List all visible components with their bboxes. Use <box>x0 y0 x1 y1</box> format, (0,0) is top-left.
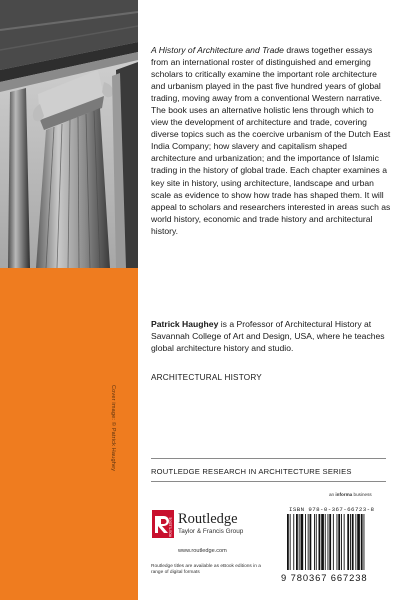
barcode-digits: 9 780367 667238 <box>281 572 368 583</box>
author-name: Patrick Haughey <box>151 319 219 329</box>
barcode-bar <box>325 514 326 570</box>
barcode-bar <box>296 514 298 570</box>
barcode-bar <box>364 514 365 570</box>
barcode-bar <box>308 514 309 570</box>
author-bio-text: is a Professor of Architectural History at Savannah College of Art and Design, USA, where he teaches global architecture history and studio. <box>151 319 385 354</box>
barcode-bar <box>299 514 300 570</box>
barcode-bar <box>357 514 360 570</box>
barcode-bar <box>319 514 321 570</box>
description-text: draws together essays from an international roster of distinguished and emerging scholars to critically examine the important role architecture and urbanism played in the past five hundred years of global trading, moving away from a conventional Western narrative. The book uses an alternative holistic lens through which to view the development of architecture and trade, covering diverse topics such as the coercive urbanism of the Dutch East India Company; how slavery and capitalism shaped architecture and urbanization; and the importance of Islamic trading in the history of global trade. Each chapter examines a key site in history, using architecture, landscape and urban scale as evidence to show how trade has shaped them. It will appeal to scholars and researchers interested in areas such as world history, economic and trade history and architectural history. <box>151 45 391 236</box>
barcode-bar <box>333 514 334 570</box>
barcode-bar <box>338 514 340 570</box>
author-bio <box>151 318 391 354</box>
isbn-label: ISBN 978-0-367-66723-8 <box>289 506 375 513</box>
publisher-group: Taylor & Francis Group <box>178 528 244 535</box>
series-title: ROUTLEDGE RESEARCH IN ARCHITECTURE SERIES <box>151 467 352 476</box>
cover-image-credit: Cover image: © Patrick Haughey <box>110 385 116 472</box>
barcode-bar <box>305 514 306 570</box>
barcode-bar <box>350 514 351 570</box>
barcode-bar <box>344 514 345 570</box>
barcode-bar <box>293 514 294 570</box>
informa-business-tag <box>329 492 372 497</box>
logo-vertical-text: ROUTLEDGE <box>168 517 173 537</box>
divider-top <box>151 458 386 459</box>
barcode-bar <box>314 514 315 570</box>
book-description <box>151 44 391 237</box>
routledge-logo-icon <box>152 510 174 538</box>
barcode-bar <box>341 514 342 570</box>
barcode-bar <box>316 514 317 570</box>
informa-suffix: business <box>352 492 372 497</box>
publisher-website: www.routledge.com <box>178 548 227 554</box>
informa-brand: informa <box>335 492 353 497</box>
informa-prefix: an <box>329 492 336 497</box>
barcode-bar <box>329 514 331 570</box>
barcode-bar <box>355 514 356 570</box>
barcode-bar <box>310 514 312 570</box>
barcode-bar <box>287 514 289 570</box>
barcode-bar <box>352 514 354 570</box>
barcode-bar <box>361 514 363 570</box>
barcode-bar <box>321 514 324 570</box>
barcode-bar <box>290 514 291 570</box>
barcode-bar <box>328 514 329 570</box>
isbn-barcode <box>283 514 393 574</box>
publisher-name: Routledge <box>178 511 238 527</box>
divider-bottom <box>151 481 386 482</box>
publisher-logo-text <box>178 512 243 535</box>
cover-photo-columns <box>0 0 138 268</box>
book-title: A History of Architecture and Trade <box>151 45 284 55</box>
ebook-note: Routledge titles are available as eBook editions in a range of digital formats <box>151 564 261 576</box>
subject-category: ARCHITECTURAL HISTORY <box>151 373 262 382</box>
barcode-bar <box>347 514 349 570</box>
barcode-bar <box>337 514 338 570</box>
barcode-bar <box>301 514 304 570</box>
